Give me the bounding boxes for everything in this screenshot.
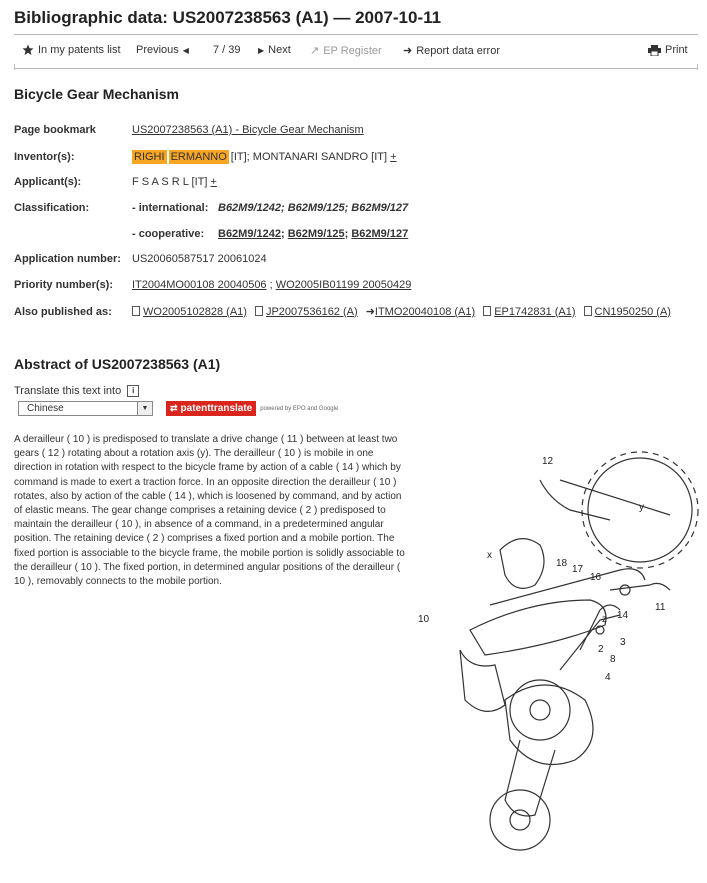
applicants-label: Applicant(s):: [14, 176, 82, 188]
arrows-icon: ⇄: [170, 403, 178, 413]
drawing-label: 14: [617, 610, 629, 621]
drawing-label: 3: [620, 637, 626, 648]
powered-by-text: powered by EPO and Google: [260, 405, 339, 412]
priority-link[interactable]: WO2005IB01199 20050429: [275, 279, 412, 291]
inventors-row: [14, 150, 397, 164]
drawing-label: 16: [590, 572, 602, 583]
priority-link[interactable]: IT2004MO00108 20040506: [132, 279, 267, 291]
report-label: Report data error: [416, 44, 500, 57]
document-icon: [584, 306, 592, 316]
document-icon: [483, 306, 491, 316]
divider: [14, 68, 698, 69]
bookmark-row: [14, 124, 364, 136]
inventor-highlight: RIGHI: [134, 151, 165, 163]
international-label: - international:: [132, 202, 209, 214]
toolbar: [14, 37, 698, 67]
applicants-row: [14, 176, 217, 188]
priority-separator: ;: [266, 279, 276, 291]
print-button[interactable]: [648, 44, 688, 56]
print-label: Print: [665, 44, 688, 56]
priority-label: Priority number(s):: [14, 279, 114, 291]
application-number-label: Application number:: [14, 253, 121, 265]
next-label: Next: [268, 44, 291, 56]
drawing-label: 17: [572, 564, 584, 575]
classification-label: Classification:: [14, 202, 90, 214]
abstract-text: A derailleur ( 10 ) is predisposed to translate a drive change ( 11 ) between at least two gears ( 12 ) rotating about a rotation axis (y). The derailleur ( 10 ) is mobile in one direction in rotation with respect to the bicycle frame by action of a cable ( 14 ) which by command is made to exert a traction force. In an opposite direction the derailleur ( 10 ) rotates, also by action of the cable ( 14 ), which is loosened by command, and by action of elastic means. The gear change comprises a retaining device ( 2 ) predisposed to maintain the derailleur ( 10 ), in absence of a command, in a predetermined angular position. The retaining device ( 2 ) comprises a fixed portion and a mobile portion. The fixed portion is associable to the bicycle frame, the mobile portion is solidly associable to the derailleur ( 10 ). The fixed portion, in determined angular positions of the derailleur ( 10 ), removably connects to the mobile portion.: [14, 434, 405, 588]
bookmark-label: Page bookmark: [14, 124, 96, 136]
inventor-highlight: ERMANNO: [170, 151, 227, 163]
bookmark-link[interactable]: US2007238563 (A1) - Bicycle Gear Mechanism: [132, 124, 364, 136]
printer-icon: [648, 45, 661, 56]
abstract-heading: Abstract of US2007238563 (A1): [14, 356, 221, 372]
cooperative-class-link[interactable]: B62M9/127: [351, 228, 409, 240]
previous-label: Previous: [136, 44, 179, 56]
ep-register-label: EP Register: [323, 44, 382, 57]
application-number-row: [14, 253, 267, 265]
chevron-down-icon: ▼: [137, 402, 152, 415]
application-number-value: US20060587517 20061024: [132, 253, 267, 265]
patenttranslate-logo[interactable]: [166, 401, 338, 416]
drawing-label: y: [639, 502, 644, 513]
translate-row: [14, 385, 139, 397]
drawing-label: x: [487, 550, 492, 561]
publication-link[interactable]: JP2007536162 (A): [265, 305, 358, 318]
document-icon: [132, 306, 140, 316]
document-heading: Bicycle Gear Mechanism: [14, 86, 179, 102]
publication-link[interactable]: EP1742831 (A1): [494, 305, 576, 318]
classification-row: [14, 202, 408, 214]
international-classes: B62M9/1242; B62M9/125; B62M9/127: [218, 202, 409, 214]
star-icon: [22, 44, 34, 56]
arrow-icon: ➜: [365, 306, 375, 318]
cooperative-row: - cooperative: B62M9/1242 ; B62M9/125 ; B62M9/127: [132, 228, 409, 240]
divider-tick: [14, 64, 15, 70]
info-icon[interactable]: i: [127, 385, 139, 397]
language-select[interactable]: [18, 401, 153, 416]
language-value: Chinese: [27, 403, 64, 414]
divider: [14, 34, 698, 35]
drawing-label: 2: [598, 644, 604, 655]
priority-row: [14, 279, 411, 291]
translate-label: Translate this text into: [14, 385, 122, 397]
inventors-label: Inventor(s):: [14, 151, 75, 163]
arrow-icon: ➜: [403, 45, 413, 57]
applicants-more-link[interactable]: +: [210, 176, 217, 188]
publication-link[interactable]: ITMO20040108 (A1): [374, 306, 476, 318]
my-patents-button[interactable]: [22, 44, 121, 56]
applicants-text: F S A S R L [IT]: [132, 176, 208, 188]
inventors-more-link[interactable]: +: [390, 151, 397, 163]
my-patents-label: In my patents list: [38, 44, 121, 56]
cooperative-label: - cooperative:: [132, 228, 205, 240]
document-icon: [255, 306, 263, 316]
cooperative-class-link[interactable]: B62M9/1242: [218, 228, 281, 240]
result-position: [213, 44, 241, 56]
previous-button[interactable]: [136, 44, 189, 56]
ep-register-button[interactable]: [310, 44, 382, 57]
divider-tick: [697, 64, 698, 70]
report-error-button[interactable]: [403, 44, 500, 57]
position-label: 7 / 39: [213, 44, 241, 56]
arrow-left-icon: ◀: [182, 45, 189, 55]
next-button[interactable]: [258, 44, 291, 56]
page-title: Bibliographic data: US2007238563 (A1) — 2007-10-11: [14, 8, 442, 27]
drawing-label: 8: [610, 654, 616, 665]
patenttranslate-text: patenttranslate: [180, 403, 253, 414]
inventors-text: [IT]; MONTANARI SANDRO [IT]: [230, 151, 388, 163]
drawing-label: 11: [655, 602, 666, 613]
also-published-label: Also published as:: [14, 305, 112, 318]
drawing-label: z: [602, 614, 607, 625]
external-link-icon: ↗: [310, 45, 320, 57]
drawing-label: 12: [542, 456, 554, 467]
drawing-label: 18: [556, 558, 568, 569]
arrow-right-icon: ▶: [258, 45, 265, 55]
publication-link[interactable]: WO2005102828 (A1): [143, 305, 247, 318]
publication-link[interactable]: CN1950250 (A): [594, 305, 671, 318]
also-published-row: [14, 305, 679, 318]
cooperative-class-link[interactable]: B62M9/125: [287, 228, 345, 240]
patent-drawing: [410, 440, 700, 875]
drawing-label: 10: [418, 614, 430, 625]
drawing-label: 4: [605, 672, 611, 683]
